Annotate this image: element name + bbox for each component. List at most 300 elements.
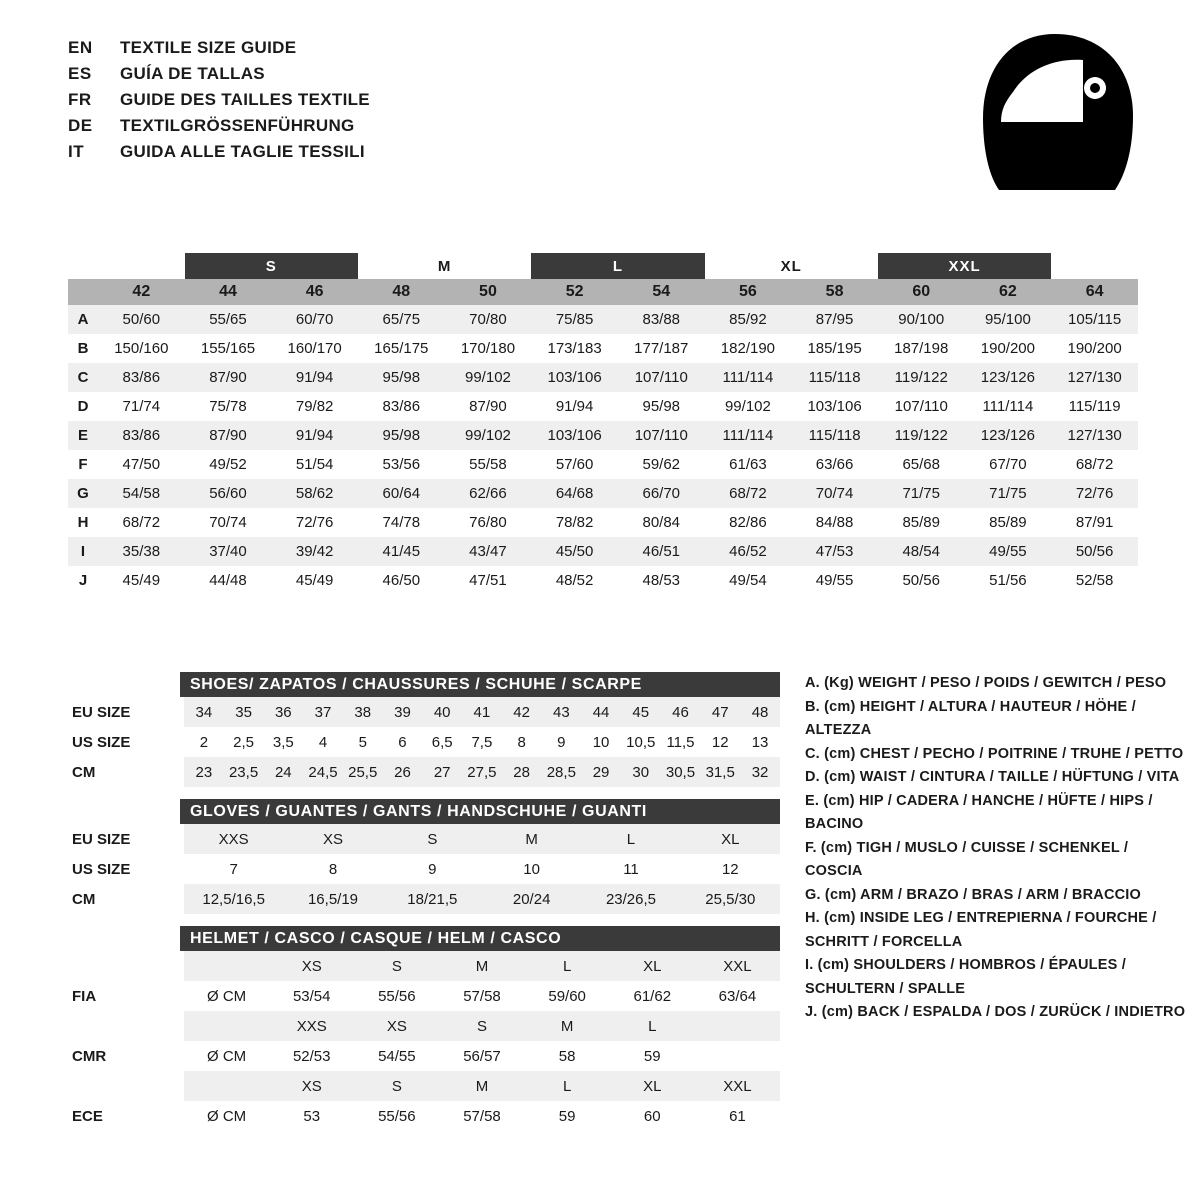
shoes-cell: 9 — [541, 727, 581, 757]
helmet-size-header-row — [68, 1071, 780, 1101]
helmet-size-header-cell: L — [525, 1071, 610, 1101]
helmet-size-header-cell: M — [439, 951, 524, 981]
measurement-cell: 71/75 — [965, 479, 1052, 508]
helmet-standard-label: FIA — [68, 981, 184, 1011]
measurement-cell: 177/187 — [618, 334, 705, 363]
size-header-cell: 52 — [531, 279, 618, 305]
measurement-cell: 35/38 — [98, 537, 185, 566]
shoes-cell: 11,5 — [661, 727, 701, 757]
shoes-cell: 28 — [502, 757, 542, 787]
size-header-cell: 56 — [705, 279, 792, 305]
measurement-cell: 85/89 — [965, 508, 1052, 537]
measurement-cell: 46/52 — [705, 537, 792, 566]
gloves-cell: XS — [283, 824, 382, 854]
table-row — [68, 566, 1138, 595]
helmet-size-header-cell: XL — [610, 951, 695, 981]
table-row — [68, 450, 1138, 479]
helmet-table — [68, 951, 780, 1131]
measurement-cell: 119/122 — [878, 363, 965, 392]
shoes-cell: 2 — [184, 727, 224, 757]
measurement-cell: 56/60 — [185, 479, 272, 508]
spacer-2 — [68, 914, 780, 926]
measurement-row-label: J — [68, 566, 98, 595]
measurement-cell: 173/183 — [531, 334, 618, 363]
table-row — [68, 854, 780, 884]
measurement-cell: 155/165 — [185, 334, 272, 363]
helmet-size-header-cell — [184, 1011, 269, 1041]
measurement-cell: 85/92 — [705, 305, 792, 334]
table-row — [68, 1101, 780, 1131]
measurement-cell: 76/80 — [445, 508, 532, 537]
measurement-cell: 44/48 — [185, 566, 272, 595]
group-header-empty — [98, 253, 185, 279]
helmet-size-cell: 59 — [610, 1041, 695, 1071]
shoes-cell: 23,5 — [224, 757, 264, 787]
group-header-xxl: XXL — [878, 253, 1051, 279]
main-size-table — [68, 253, 1138, 595]
helmet-size-header-cell: S — [439, 1011, 524, 1041]
helmet-size-cell: 61/62 — [610, 981, 695, 1011]
gloves-block — [68, 799, 780, 914]
helmet-size-header-cell: XXL — [695, 951, 780, 981]
measurement-cell: 123/126 — [965, 421, 1052, 450]
gloves-cell: 8 — [283, 854, 382, 884]
measurement-cell: 91/94 — [271, 421, 358, 450]
header-lang-code: IT — [68, 142, 85, 161]
shoes-cell: 42 — [502, 697, 542, 727]
measurement-cell: 119/122 — [878, 421, 965, 450]
gloves-cell: 9 — [383, 854, 482, 884]
header-row — [68, 116, 768, 142]
measurement-cell: 90/100 — [878, 305, 965, 334]
measurement-cell: 79/82 — [271, 392, 358, 421]
measurement-cell: 46/51 — [618, 537, 705, 566]
measurement-cell: 43/47 — [445, 537, 532, 566]
shoes-cell: 27 — [422, 757, 462, 787]
helmet-standard-label: CMR — [68, 1041, 184, 1071]
helmet-size-cell: 54/55 — [354, 1041, 439, 1071]
measurement-cell: 54/58 — [98, 479, 185, 508]
measurement-cell: 64/68 — [531, 479, 618, 508]
measurement-cell: 60/70 — [271, 305, 358, 334]
shoes-cell: 31,5 — [700, 757, 740, 787]
measurement-cell: 51/56 — [965, 566, 1052, 595]
helmet-size-header-cell: L — [610, 1011, 695, 1041]
shoes-cell: 32 — [740, 757, 780, 787]
measurement-row-label: I — [68, 537, 98, 566]
header-row — [68, 64, 768, 90]
helmet-size-header-cell — [695, 1011, 780, 1041]
helmet-size-header-cell: XXS — [269, 1011, 354, 1041]
measurement-cell: 48/53 — [618, 566, 705, 595]
measurement-cell: 62/66 — [445, 479, 532, 508]
measurement-cell: 103/106 — [531, 421, 618, 450]
table-row — [68, 697, 780, 727]
measurement-cell: 87/90 — [445, 392, 532, 421]
helmet-size-header-cell: XS — [354, 1011, 439, 1041]
measurement-cell: 51/54 — [271, 450, 358, 479]
measurement-cell: 107/110 — [878, 392, 965, 421]
lower-tables — [68, 672, 780, 1131]
main-table-group-row — [68, 253, 1138, 279]
helmet-size-header-cell: M — [439, 1071, 524, 1101]
gloves-row-label: US SIZE — [68, 854, 184, 884]
header-row — [68, 90, 768, 116]
size-header-cell: 44 — [185, 279, 272, 305]
helmet-size-header-cell: XL — [610, 1071, 695, 1101]
table-row — [68, 1041, 780, 1071]
header-title-text: GUÍA DE TALLAS — [120, 64, 265, 83]
measurement-cell: 75/85 — [531, 305, 618, 334]
measurement-cell: 75/78 — [185, 392, 272, 421]
helmet-size-header-cell: XXL — [695, 1071, 780, 1101]
measurement-row-label: A — [68, 305, 98, 334]
shoes-cell: 41 — [462, 697, 502, 727]
size-header-cell: 54 — [618, 279, 705, 305]
measurement-cell: 65/75 — [358, 305, 445, 334]
gloves-cell: 25,5/30 — [681, 884, 780, 914]
header-lang-code: FR — [68, 90, 92, 109]
helmet-size-cell: 58 — [525, 1041, 610, 1071]
measurement-cell: 91/94 — [531, 392, 618, 421]
measurement-row-label: E — [68, 421, 98, 450]
table-row — [68, 421, 1138, 450]
helmet-size-cell: 55/56 — [354, 981, 439, 1011]
measurement-cell: 66/70 — [618, 479, 705, 508]
shoes-cell: 23 — [184, 757, 224, 787]
measurement-cell: 83/86 — [98, 421, 185, 450]
measurement-cell: 82/86 — [705, 508, 792, 537]
measurement-cell: 83/86 — [358, 392, 445, 421]
size-row-corner — [68, 279, 98, 305]
gloves-table — [68, 824, 780, 914]
measurement-cell: 99/102 — [705, 392, 792, 421]
measurement-cell: 80/84 — [618, 508, 705, 537]
header-title-text: GUIDE DES TAILLES TEXTILE — [120, 90, 370, 109]
measurement-cell: 45/49 — [98, 566, 185, 595]
main-table-size-row — [68, 279, 1138, 305]
legend-line: I. (cm) SHOULDERS / HOMBROS / ÉPAULES / SCHULTERN / SPALLE — [805, 957, 1126, 997]
helmet-size-cell: 55/56 — [354, 1101, 439, 1131]
measurement-cell: 58/62 — [271, 479, 358, 508]
measurement-cell: 182/190 — [705, 334, 792, 363]
helmet-size-cell: 56/57 — [439, 1041, 524, 1071]
table-row — [68, 334, 1138, 363]
legend-line: H. (cm) INSIDE LEG / ENTREPIERNA / FOURCHE / SCHRITT / FORCELLA — [805, 910, 1157, 950]
helmet-size-header-cell: S — [354, 951, 439, 981]
legend-line: C. (cm) CHEST / PECHO / POITRINE / TRUHE / PETTO — [805, 745, 1184, 762]
legend — [805, 672, 1185, 1025]
measurement-cell: 85/89 — [878, 508, 965, 537]
gloves-cell: M — [482, 824, 581, 854]
header-row — [68, 142, 768, 168]
measurement-cell: 187/198 — [878, 334, 965, 363]
measurement-cell: 50/56 — [878, 566, 965, 595]
helmet-size-header-cell: XS — [269, 951, 354, 981]
shoes-row-label: US SIZE — [68, 727, 184, 757]
shoes-row-label: CM — [68, 757, 184, 787]
measurement-cell: 37/40 — [185, 537, 272, 566]
measurement-cell: 68/72 — [1051, 450, 1138, 479]
measurement-cell: 45/50 — [531, 537, 618, 566]
helmet-unit-cell: Ø CM — [184, 1101, 269, 1131]
shoes-cell: 6 — [383, 727, 423, 757]
measurement-cell: 95/98 — [358, 363, 445, 392]
header-lang-code: EN — [68, 38, 93, 57]
shoes-cell: 8 — [502, 727, 542, 757]
measurement-cell: 123/126 — [965, 363, 1052, 392]
measurement-cell: 190/200 — [1051, 334, 1138, 363]
measurement-cell: 61/63 — [705, 450, 792, 479]
shoes-cell: 34 — [184, 697, 224, 727]
measurement-cell: 87/95 — [791, 305, 878, 334]
group-header-s: S — [185, 253, 358, 279]
group-header-m: M — [358, 253, 531, 279]
size-header-cell: 60 — [878, 279, 965, 305]
shoes-cell: 4 — [303, 727, 343, 757]
measurement-cell: 165/175 — [358, 334, 445, 363]
measurement-cell: 70/74 — [791, 479, 878, 508]
measurement-cell: 95/100 — [965, 305, 1052, 334]
measurement-cell: 87/90 — [185, 421, 272, 450]
shoes-band: SHOES/ ZAPATOS / CHAUSSURES / SCHUHE / SCARPE — [180, 672, 780, 697]
measurement-row-label: C — [68, 363, 98, 392]
measurement-cell: 84/88 — [791, 508, 878, 537]
helmet-size-header-cell — [184, 951, 269, 981]
gloves-cell: 12,5/16,5 — [184, 884, 283, 914]
group-header-l: L — [531, 253, 704, 279]
shoes-cell: 35 — [224, 697, 264, 727]
size-header-cell: 58 — [791, 279, 878, 305]
measurement-cell: 107/110 — [618, 363, 705, 392]
size-header-cell: 62 — [965, 279, 1052, 305]
helmet-size-cell: 61 — [695, 1101, 780, 1131]
shoes-cell: 25,5 — [343, 757, 383, 787]
measurement-cell: 74/78 — [358, 508, 445, 537]
legend-line: B. (cm) HEIGHT / ALTURA / HAUTEUR / HÖHE / ALTEZZA — [805, 698, 1136, 738]
shoes-cell: 28,5 — [541, 757, 581, 787]
measurement-cell: 48/54 — [878, 537, 965, 566]
measurement-cell: 105/115 — [1051, 305, 1138, 334]
shoes-cell: 6,5 — [422, 727, 462, 757]
measurement-cell: 55/58 — [445, 450, 532, 479]
measurement-cell: 127/130 — [1051, 363, 1138, 392]
measurement-cell: 59/62 — [618, 450, 705, 479]
measurement-cell: 68/72 — [705, 479, 792, 508]
gloves-row-label: CM — [68, 884, 184, 914]
table-row — [68, 824, 780, 854]
header-title-text: TEXTILE SIZE GUIDE — [120, 38, 297, 57]
shoes-cell: 39 — [383, 697, 423, 727]
helmet-size-cell: 63/64 — [695, 981, 780, 1011]
shoes-cell: 13 — [740, 727, 780, 757]
gloves-cell: 10 — [482, 854, 581, 884]
table-row — [68, 757, 780, 787]
group-header-empty — [1051, 253, 1138, 279]
measurement-cell: 39/42 — [271, 537, 358, 566]
gloves-cell: 23/26,5 — [581, 884, 680, 914]
helmet-size-header-cell: S — [354, 1071, 439, 1101]
measurement-row-label: H — [68, 508, 98, 537]
legend-line: E. (cm) HIP / CADERA / HANCHE / HÜFTE / HIPS / BACINO — [805, 792, 1153, 832]
measurement-cell: 57/60 — [531, 450, 618, 479]
helmet-size-cell: 53 — [269, 1101, 354, 1131]
measurement-cell: 50/60 — [98, 305, 185, 334]
gloves-cell: 18/21,5 — [383, 884, 482, 914]
measurement-cell: 50/56 — [1051, 537, 1138, 566]
gloves-cell: XL — [681, 824, 780, 854]
legend-line: A. (Kg) WEIGHT / PESO / POIDS / GEWITCH / PESO — [805, 675, 1167, 691]
legend-line: J. (cm) BACK / ESPALDA / DOS / ZURÜCK / INDIETRO — [805, 1004, 1186, 1020]
measurement-cell: 53/56 — [358, 450, 445, 479]
measurement-cell: 185/195 — [791, 334, 878, 363]
shoes-row-label: EU SIZE — [68, 697, 184, 727]
shoes-cell: 30 — [621, 757, 661, 787]
measurement-cell: 71/75 — [878, 479, 965, 508]
gloves-cell: 20/24 — [482, 884, 581, 914]
helmet-size-header-row — [68, 951, 780, 981]
measurement-cell: 83/88 — [618, 305, 705, 334]
measurement-cell: 68/72 — [98, 508, 185, 537]
measurement-cell: 72/76 — [271, 508, 358, 537]
measurement-row-label: B — [68, 334, 98, 363]
shoes-cell: 45 — [621, 697, 661, 727]
helmet-size-header-cell: M — [525, 1011, 610, 1041]
shoes-cell: 24 — [263, 757, 303, 787]
measurement-cell: 115/118 — [791, 363, 878, 392]
measurement-row-label: D — [68, 392, 98, 421]
measurement-cell: 49/52 — [185, 450, 272, 479]
measurement-cell: 52/58 — [1051, 566, 1138, 595]
measurement-cell: 45/49 — [271, 566, 358, 595]
gloves-cell: L — [581, 824, 680, 854]
gloves-cell: 12 — [681, 854, 780, 884]
measurement-cell: 91/94 — [271, 363, 358, 392]
shoes-cell: 5 — [343, 727, 383, 757]
measurement-cell: 83/86 — [98, 363, 185, 392]
measurement-cell: 70/80 — [445, 305, 532, 334]
legend-line: F. (cm) TIGH / MUSLO / CUISSE / SCHENKEL / COSCIA — [805, 839, 1129, 879]
shoes-cell: 38 — [343, 697, 383, 727]
header-block — [68, 38, 768, 168]
measurement-cell: 87/91 — [1051, 508, 1138, 537]
table-row — [68, 884, 780, 914]
measurement-cell: 78/82 — [531, 508, 618, 537]
helmet-size-cell: 59 — [525, 1101, 610, 1131]
table-row — [68, 392, 1138, 421]
shoes-cell: 12 — [700, 727, 740, 757]
measurement-cell: 46/50 — [358, 566, 445, 595]
shoes-cell: 48 — [740, 697, 780, 727]
shoes-cell: 10,5 — [621, 727, 661, 757]
helmet-unit-cell: Ø CM — [184, 1041, 269, 1071]
helmet-header-label-empty — [68, 1011, 184, 1041]
helmet-block — [68, 926, 780, 1131]
table-row — [68, 479, 1138, 508]
measurement-cell: 47/51 — [445, 566, 532, 595]
measurement-cell: 49/55 — [791, 566, 878, 595]
table-row — [68, 537, 1138, 566]
measurement-cell: 71/74 — [98, 392, 185, 421]
measurement-cell: 67/70 — [965, 450, 1052, 479]
header-title-text: GUIDA ALLE TAGLIE TESSILI — [120, 142, 365, 161]
measurement-cell: 49/55 — [965, 537, 1052, 566]
helmet-standard-label: ECE — [68, 1101, 184, 1131]
measurement-cell: 95/98 — [358, 421, 445, 450]
shoes-cell: 26 — [383, 757, 423, 787]
shoes-cell: 2,5 — [224, 727, 264, 757]
helmet-size-cell: 57/58 — [439, 981, 524, 1011]
measurement-cell: 107/110 — [618, 421, 705, 450]
shoes-cell: 46 — [661, 697, 701, 727]
measurement-cell: 150/160 — [98, 334, 185, 363]
measurement-cell: 95/98 — [618, 392, 705, 421]
table-row — [68, 727, 780, 757]
legend-line: D. (cm) WAIST / CINTURA / TAILLE / HÜFTUNG / VITA — [805, 769, 1180, 785]
shoes-cell: 43 — [541, 697, 581, 727]
gloves-cell: XXS — [184, 824, 283, 854]
measurement-row-label: G — [68, 479, 98, 508]
table-row — [68, 363, 1138, 392]
group-header-xl: XL — [705, 253, 878, 279]
helmet-size-cell: 53/54 — [269, 981, 354, 1011]
measurement-cell: 87/90 — [185, 363, 272, 392]
helmet-size-cell — [695, 1041, 780, 1071]
helmet-size-header-row — [68, 1011, 780, 1041]
helmet-size-header-cell — [184, 1071, 269, 1101]
measurement-cell: 127/130 — [1051, 421, 1138, 450]
shoes-cell: 40 — [422, 697, 462, 727]
header-title-text: TEXTILGRÖSSENFÜHRUNG — [120, 116, 355, 135]
measurement-cell: 103/106 — [531, 363, 618, 392]
measurement-cell: 47/53 — [791, 537, 878, 566]
size-header-cell: 42 — [98, 279, 185, 305]
measurement-cell: 60/64 — [358, 479, 445, 508]
size-header-cell: 64 — [1051, 279, 1138, 305]
measurement-cell: 49/54 — [705, 566, 792, 595]
helmet-size-cell: 52/53 — [269, 1041, 354, 1071]
measurement-cell: 63/66 — [791, 450, 878, 479]
shoes-cell: 44 — [581, 697, 621, 727]
helmet-size-cell: 60 — [610, 1101, 695, 1131]
helmet-size-cell: 59/60 — [525, 981, 610, 1011]
measurement-row-label: F — [68, 450, 98, 479]
shoes-cell: 37 — [303, 697, 343, 727]
gloves-cell: 16,5/19 — [283, 884, 382, 914]
measurement-cell: 48/52 — [531, 566, 618, 595]
measurement-cell: 41/45 — [358, 537, 445, 566]
size-header-cell: 50 — [445, 279, 532, 305]
table-row — [68, 305, 1138, 334]
measurement-cell: 70/74 — [185, 508, 272, 537]
gloves-row-label: EU SIZE — [68, 824, 184, 854]
helmet-unit-cell: Ø CM — [184, 981, 269, 1011]
gloves-cell: S — [383, 824, 482, 854]
measurement-cell: 103/106 — [791, 392, 878, 421]
shoes-table — [68, 697, 780, 787]
spacer-1 — [68, 787, 780, 799]
measurement-cell: 170/180 — [445, 334, 532, 363]
measurement-cell: 111/114 — [705, 363, 792, 392]
shoes-cell: 30,5 — [661, 757, 701, 787]
measurement-cell: 99/102 — [445, 421, 532, 450]
shoes-cell: 36 — [263, 697, 303, 727]
measurement-cell: 115/118 — [791, 421, 878, 450]
size-header-cell: 46 — [271, 279, 358, 305]
shoes-cell: 47 — [700, 697, 740, 727]
shoes-cell: 7,5 — [462, 727, 502, 757]
measurement-cell: 47/50 — [98, 450, 185, 479]
